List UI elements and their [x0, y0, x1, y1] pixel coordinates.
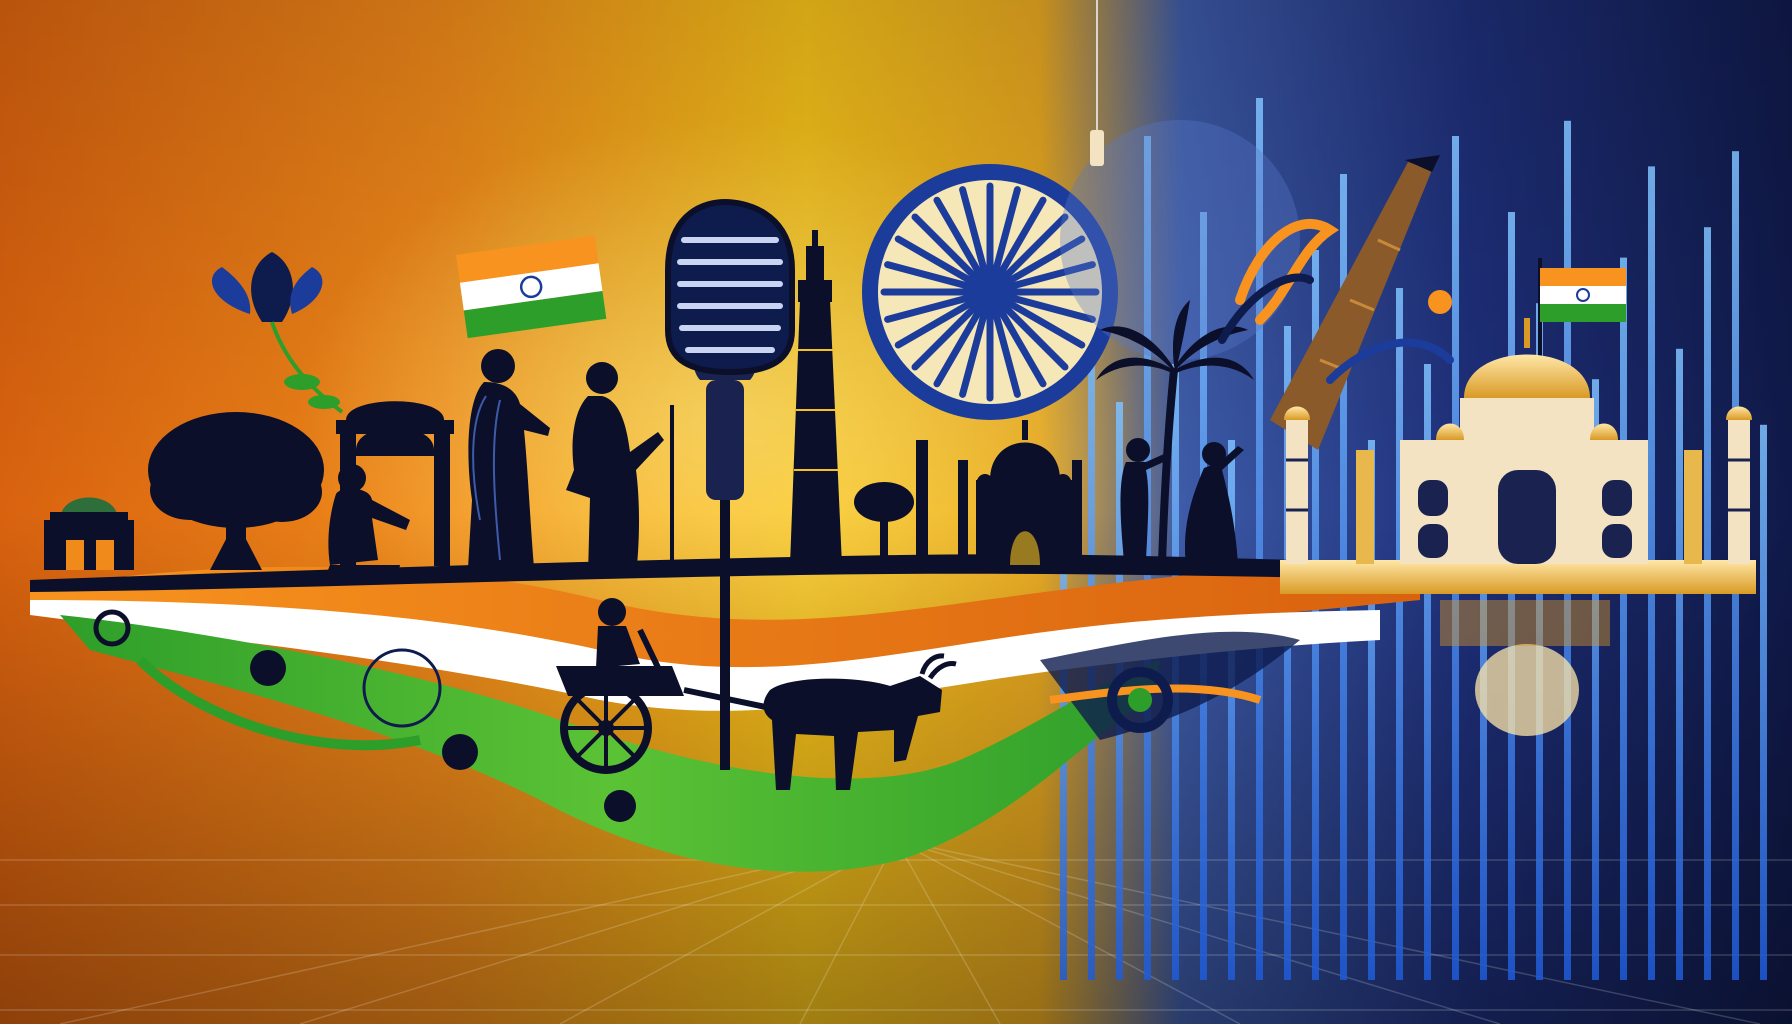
audio-bar: [1676, 349, 1683, 980]
audio-bar: [1508, 212, 1515, 980]
audio-bar: [1620, 258, 1627, 980]
audio-bar: [1760, 425, 1767, 980]
audio-bar: [1396, 288, 1403, 980]
audio-bar: [1704, 227, 1711, 980]
